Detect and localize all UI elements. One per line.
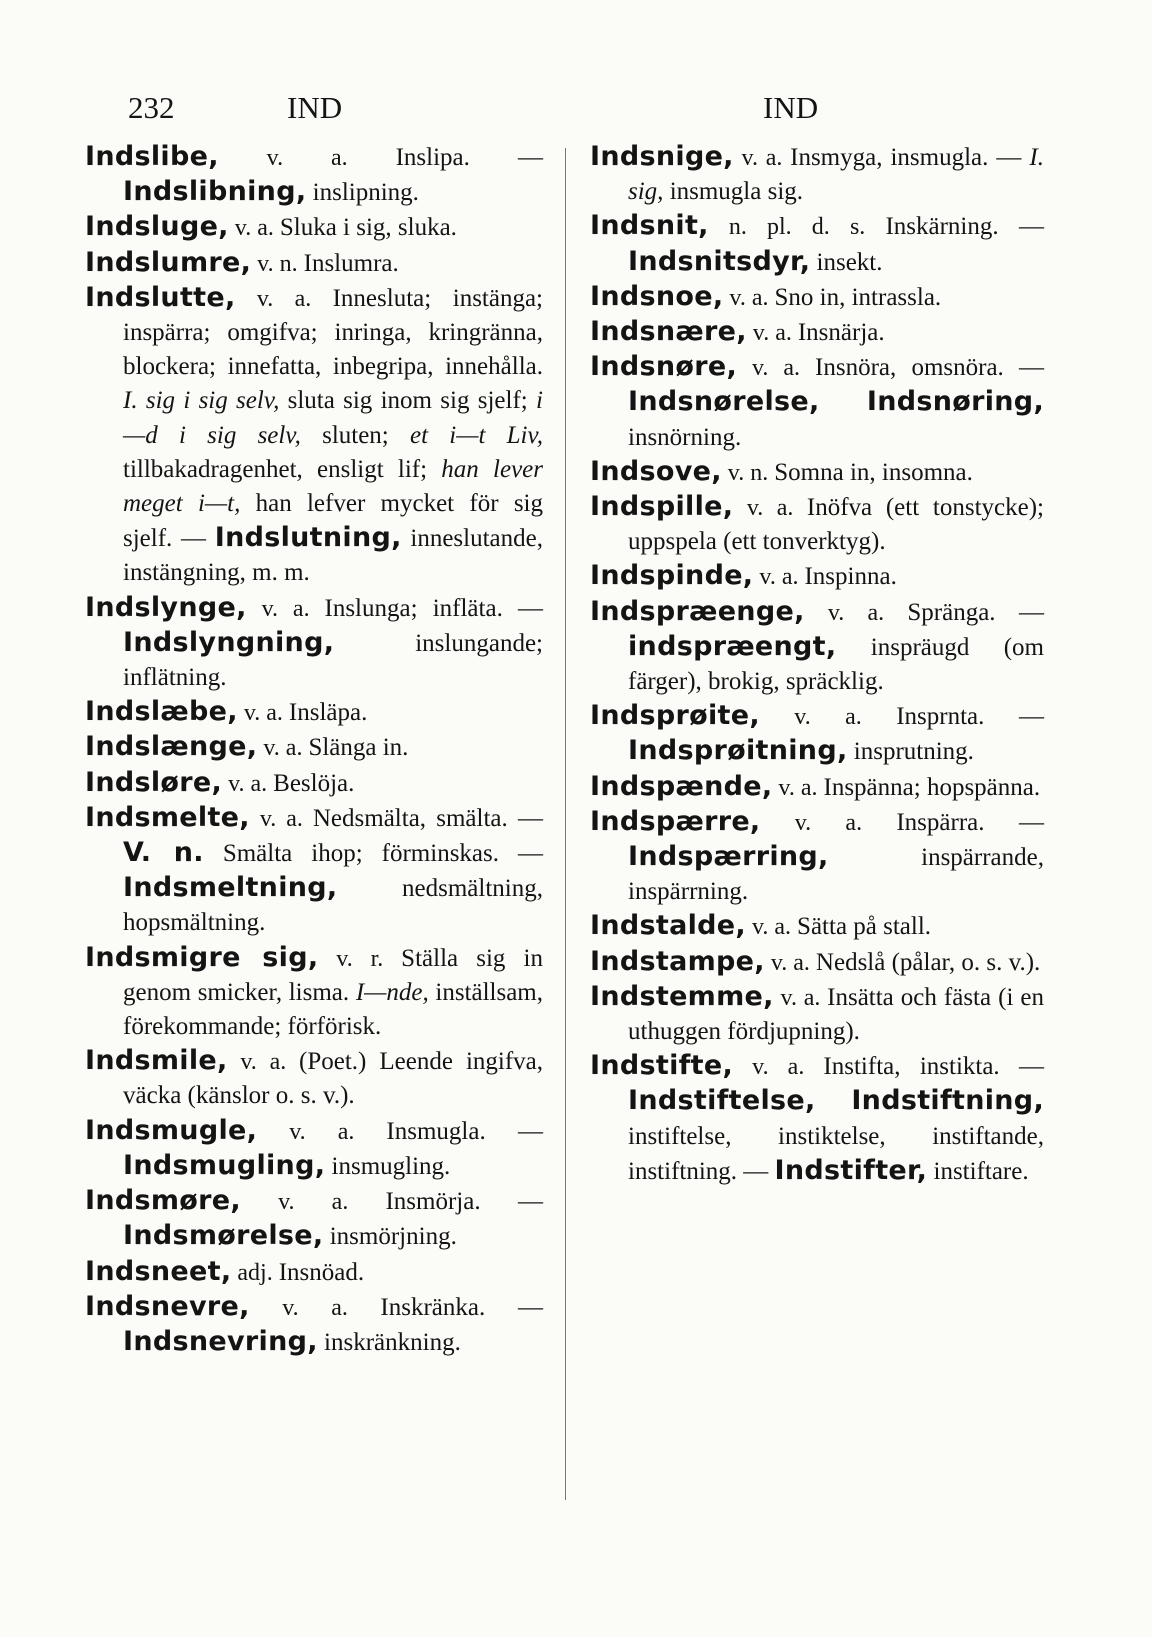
running-head-right: IND bbox=[763, 90, 819, 125]
dictionary-entry bbox=[85, 591, 543, 696]
dictionary-entry bbox=[85, 730, 543, 765]
definition-text: inslungande; inflätning. bbox=[123, 629, 543, 692]
definition-text: insekt. bbox=[810, 248, 883, 276]
grammar-label: v. a. bbox=[723, 284, 775, 311]
definition-text: Sluka i sig, sluka. bbox=[279, 214, 457, 242]
headword: Indspænde, bbox=[590, 770, 773, 802]
definition-text: inslipning. bbox=[306, 179, 419, 207]
definition-text: inneslutande, instängning, m. m. bbox=[123, 525, 543, 587]
dictionary-entry bbox=[85, 941, 543, 1045]
definition-text: Slänga in. bbox=[308, 734, 409, 762]
grammar-label: v. a. bbox=[772, 774, 824, 801]
grammar-label: v. a. bbox=[733, 145, 791, 171]
headword: Indsnøre, bbox=[590, 351, 738, 383]
headword: Indslænge, bbox=[85, 731, 258, 763]
grammar-label: v. a. bbox=[228, 215, 280, 242]
headword: indspræengt, bbox=[628, 630, 837, 662]
definition-text: Smälta ihop; förminskas. — bbox=[203, 840, 543, 868]
dictionary-entry bbox=[85, 801, 543, 941]
headword: Indsmugle, bbox=[85, 1114, 258, 1146]
headword: Indslumre, bbox=[85, 246, 252, 278]
dictionary-entry bbox=[590, 140, 1044, 209]
dictionary-entry bbox=[85, 210, 543, 245]
example-phrase: i—d i sig selv, bbox=[123, 387, 543, 449]
headword: V. n. bbox=[123, 837, 204, 869]
grammar-label: n. pl. d. s. bbox=[708, 214, 886, 241]
grammar-label: v. a. bbox=[764, 949, 816, 976]
grammar-label: v. a. bbox=[804, 599, 908, 626]
example-phrase: I. sig i sig selv, bbox=[123, 387, 280, 415]
definition-text: sluta sig inom sig sjelf; bbox=[279, 387, 537, 415]
headword: Indsmeltning, bbox=[123, 872, 338, 904]
headword: Indslutning, bbox=[214, 522, 402, 554]
grammar-label: v. n. bbox=[721, 459, 775, 486]
grammar-label: v. a. bbox=[759, 704, 897, 731]
grammar-label: v. a. bbox=[227, 1049, 299, 1076]
definition-text: Inslumra. bbox=[303, 249, 399, 277]
headword: Indspærring, bbox=[628, 841, 829, 873]
grammar-label: v. a. bbox=[257, 1118, 387, 1145]
headword: Indsnevring, bbox=[123, 1325, 318, 1357]
grammar-label: v. a. bbox=[753, 564, 805, 591]
definition-text: Insmugla. — bbox=[386, 1117, 543, 1145]
headword: Indslyngning, bbox=[123, 626, 335, 658]
definition-text: inspräugd (om färger), brokig, spräcklig. bbox=[628, 633, 1044, 696]
grammar-label: v. a. bbox=[773, 984, 828, 1011]
grammar-label: v. a. bbox=[249, 805, 313, 832]
definition-text: Ställa sig in genom smicker, lisma. bbox=[123, 944, 543, 1006]
headword: Indstalde, bbox=[590, 910, 746, 942]
dictionary-entry bbox=[85, 695, 543, 730]
grammar-label: adj. bbox=[231, 1259, 279, 1286]
headword: Indsnige, bbox=[590, 141, 734, 172]
headword: Indsnevre, bbox=[85, 1290, 250, 1322]
grammar-label: v. a. bbox=[218, 145, 396, 171]
definition-text: Somna in, insomna. bbox=[774, 458, 973, 486]
definition-text: Inskränka. — bbox=[380, 1293, 543, 1321]
right-column bbox=[590, 140, 1044, 1189]
example-phrase: et i—t Liv, bbox=[410, 421, 543, 449]
headword: Indstiftelse, Indstiftning, bbox=[628, 1085, 1044, 1117]
dictionary-entry bbox=[85, 1114, 543, 1184]
definition-text: insmugla sig. bbox=[663, 178, 804, 206]
dictionary-entry bbox=[590, 595, 1044, 700]
grammar-label: v. a. bbox=[235, 285, 333, 312]
definition-text: Nedslå (pålar, o. s. v.). bbox=[815, 948, 1041, 976]
headword: Indslibning, bbox=[123, 176, 307, 208]
example-phrase: I. sig, bbox=[628, 144, 1044, 206]
headword: Indslibe, bbox=[85, 141, 219, 172]
dictionary-entry bbox=[590, 699, 1044, 769]
headword: Indsnørelse, Indsnøring, bbox=[628, 386, 1044, 418]
definition-text: insprutning. bbox=[847, 738, 974, 766]
dictionary-entry bbox=[85, 1290, 543, 1360]
grammar-label: v. a. bbox=[737, 355, 816, 382]
grammar-label: v. a. bbox=[246, 595, 325, 622]
headword: Indsmugling, bbox=[123, 1149, 326, 1181]
dictionary-entry bbox=[590, 1049, 1044, 1189]
page-header bbox=[0, 82, 1152, 132]
page-number: 232 bbox=[128, 90, 175, 125]
definition-text: Inskärning. — bbox=[885, 213, 1044, 241]
definition-text: Inspänna; hopspänna. bbox=[823, 773, 1041, 801]
dictionary-entry bbox=[590, 945, 1044, 980]
headword: Indsmelte, bbox=[85, 801, 250, 833]
definition-text: Insnöad. bbox=[278, 1258, 365, 1286]
definition-text: Inspärra. — bbox=[896, 808, 1044, 836]
definition-text: inställsam, förekommande; förförisk. bbox=[123, 978, 544, 1041]
definition-text: Inspinna. bbox=[804, 563, 897, 591]
headword: Indstifter, bbox=[774, 1154, 928, 1186]
dictionary-entry bbox=[590, 455, 1044, 490]
grammar-label: v. a. bbox=[249, 1294, 381, 1321]
definition-text: Innesluta; instänga; inspärra; omgifva; inringa, kringränna, blockera; innefatta, inbegripa, innehålla. bbox=[123, 284, 544, 381]
dictionary-entry bbox=[85, 1044, 543, 1113]
dictionary-entry bbox=[85, 140, 543, 210]
headword: Indsnitsdyr, bbox=[628, 245, 811, 277]
headword: Indsløre, bbox=[85, 766, 223, 798]
grammar-label: v. a. bbox=[760, 809, 897, 836]
dictionary-entry bbox=[85, 1255, 543, 1290]
definition-text: Insprnta. — bbox=[896, 703, 1045, 731]
example-phrase: han lever meget i—t, bbox=[123, 455, 543, 518]
grammar-label: v. a. bbox=[222, 770, 274, 797]
dictionary-entry bbox=[85, 766, 543, 801]
definition-text: (Poet.) Leende ingifva, väcka (känslor o. s. v.). bbox=[123, 1048, 544, 1110]
definition-text: insmugling. bbox=[325, 1152, 451, 1180]
definition-text: Insmyga, insmugla. — bbox=[790, 144, 1030, 171]
dictionary-entry bbox=[590, 490, 1044, 559]
headword: Indsmigre sig, bbox=[85, 941, 319, 973]
headword: Indsprøite, bbox=[590, 700, 760, 732]
headword: Indslynge, bbox=[85, 591, 247, 623]
headword: Indsmørelse, bbox=[123, 1220, 324, 1252]
headword: Indsnoe, bbox=[590, 280, 724, 312]
headword: Indspræenge, bbox=[590, 595, 805, 627]
definition-text: tillbakadragenhet, ensligt lif; bbox=[123, 455, 442, 483]
dictionary-entry bbox=[590, 909, 1044, 944]
headword: Indsmile, bbox=[85, 1045, 228, 1077]
column-divider bbox=[565, 148, 566, 1500]
dictionary-entry bbox=[590, 350, 1044, 455]
definition-text: nedsmältning, hopsmältning. bbox=[123, 875, 543, 937]
headword: Indslutte, bbox=[85, 281, 236, 313]
definition-text: Beslöja. bbox=[273, 769, 355, 797]
definition-text: inskränkning. bbox=[317, 1328, 461, 1356]
definition-text: Insnärja. bbox=[797, 319, 885, 347]
definition-text: han lefver mycket för sig sjelf. — bbox=[123, 490, 543, 553]
definition-text: Insätta och fästa (i en uthuggen fördjupning). bbox=[628, 983, 1045, 1046]
grammar-label: v. r. bbox=[318, 945, 402, 972]
definition-text: sluten; bbox=[300, 421, 410, 449]
definition-text: Sätta på stall. bbox=[797, 913, 932, 941]
definition-text: Spränga. — bbox=[907, 598, 1045, 626]
headword: Indsmøre, bbox=[85, 1185, 241, 1217]
headword: Indsprøitning, bbox=[628, 735, 848, 767]
grammar-label: v. a. bbox=[733, 1054, 824, 1081]
dictionary-entry bbox=[590, 559, 1044, 594]
headword: Indsnære, bbox=[590, 316, 747, 348]
headword: Indsove, bbox=[590, 455, 722, 487]
definition-text: Insmörja. — bbox=[385, 1188, 543, 1216]
example-phrase: I—nde, bbox=[355, 978, 429, 1006]
grammar-label: v. a. bbox=[240, 1189, 386, 1216]
definition-text: Inslunga; infläta. — bbox=[324, 594, 543, 622]
headword: Indsluge, bbox=[85, 211, 229, 243]
grammar-label: v. a. bbox=[745, 914, 798, 941]
headword: Indspille, bbox=[590, 491, 734, 523]
headword: Indspinde, bbox=[590, 560, 754, 592]
definition-text: Sno in, intrassla. bbox=[774, 283, 942, 311]
grammar-label: v. n. bbox=[251, 250, 304, 277]
definition-text: Nedsmälta, smälta. — bbox=[312, 804, 543, 832]
dictionary-entry bbox=[590, 315, 1044, 350]
left-column bbox=[85, 140, 543, 1360]
definition-text: inspärrande, inspärrning. bbox=[628, 844, 1044, 906]
running-head-left: IND bbox=[287, 90, 343, 125]
dictionary-entry bbox=[590, 209, 1044, 279]
headword: Indstampe, bbox=[590, 945, 765, 977]
grammar-label: v. a. bbox=[733, 495, 807, 522]
definition-text: insnörning. bbox=[628, 423, 742, 451]
headword: Indstemme, bbox=[590, 980, 774, 1012]
definition-text: Inslipa. — bbox=[395, 144, 543, 171]
dictionary-entry bbox=[85, 1184, 543, 1254]
dictionary-entry bbox=[590, 805, 1044, 910]
dictionary-entry bbox=[590, 770, 1044, 805]
headword: Indsneet, bbox=[85, 1255, 232, 1287]
definition-text: instiftelse, instiktelse, instiftande, instiftning. — bbox=[628, 1122, 1044, 1185]
definition-text: insmörjning. bbox=[323, 1223, 457, 1251]
dictionary-entry bbox=[85, 246, 543, 281]
definition-text: Insläpa. bbox=[288, 699, 368, 727]
grammar-label: v. a. bbox=[237, 700, 289, 727]
grammar-label: v. a. bbox=[746, 320, 798, 347]
headword: Indsnit, bbox=[590, 210, 709, 242]
definition-text: instiftare. bbox=[927, 1157, 1029, 1185]
dictionary-entry bbox=[590, 980, 1044, 1049]
definition-text: Inöfva (ett tonstycke); uppspela (ett tonverktyg). bbox=[628, 494, 1044, 556]
headword: Indspærre, bbox=[590, 805, 761, 837]
headword: Indstifte, bbox=[590, 1050, 734, 1082]
definition-text: Instifta, instikta. — bbox=[823, 1053, 1045, 1081]
dictionary-entry bbox=[590, 280, 1044, 315]
grammar-label: v. a. bbox=[257, 735, 309, 762]
headword: Indslæbe, bbox=[85, 696, 238, 728]
definition-text: Insnöra, omsnöra. — bbox=[815, 354, 1045, 382]
dictionary-entry bbox=[85, 281, 543, 591]
